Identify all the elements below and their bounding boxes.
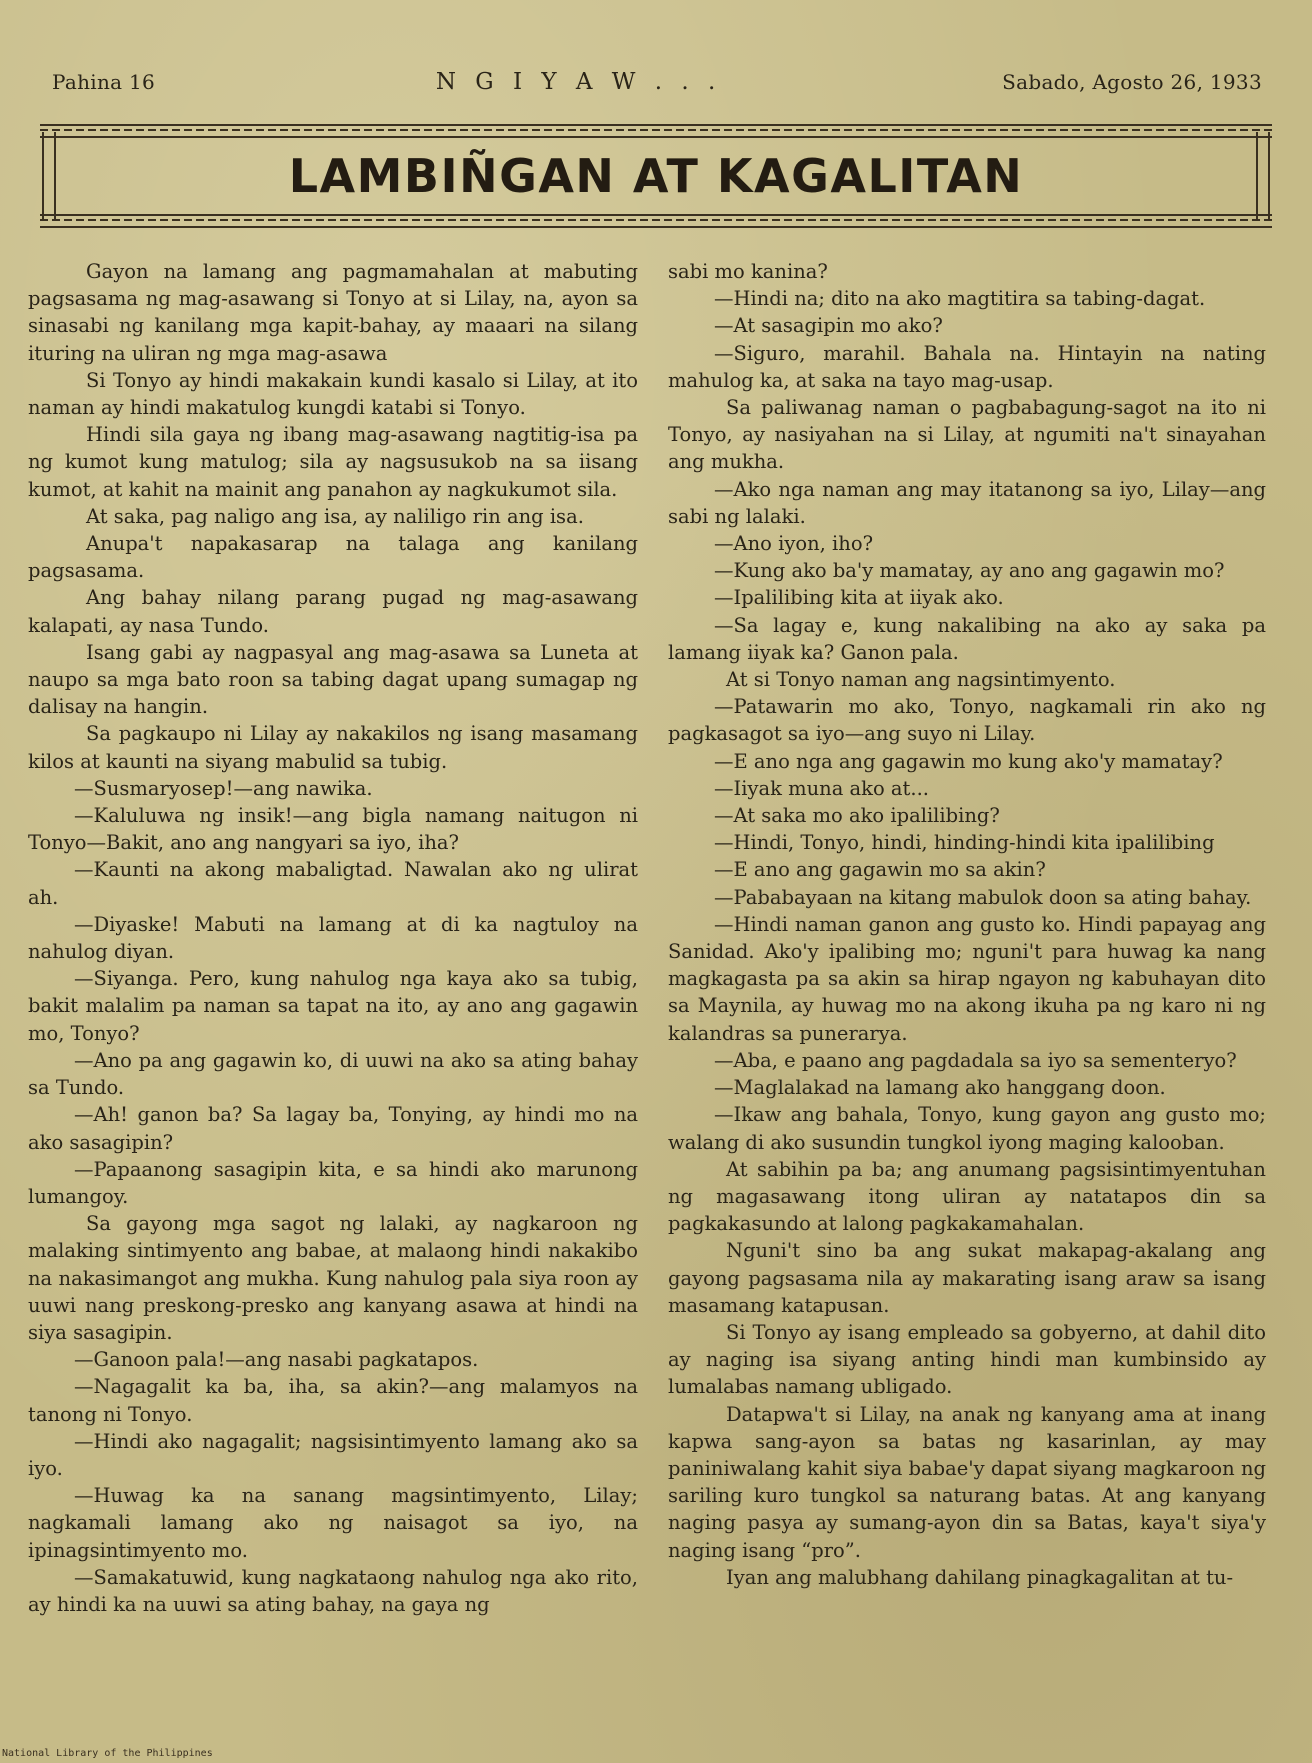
- paragraph: —Sa lagay e, kung nakalibing na ako ay saka pa lamang iiyak ka? Ganon pala.: [668, 613, 1266, 664]
- paragraph: —E ano nga ang gagawin mo kung ako'y mamatay?: [714, 749, 1223, 773]
- paragraph: sabi mo kanina?: [668, 260, 828, 283]
- banner-side-right: [1256, 132, 1270, 220]
- paragraph: —Nagagalit ka ba, iha, sa akin?—ang malamyos na tanong ni Tonyo.: [28, 1375, 638, 1426]
- paragraph: —Ikaw ang bahala, Tonyo, kung gayon ang gusto mo; walang di ako susundin tungkol iyong maging kalooban.: [668, 1103, 1266, 1154]
- issue-date: Sabado, Agosto 26, 1933: [1002, 70, 1262, 94]
- page-header: [52, 64, 1262, 100]
- paragraph: —Ako nga naman ang may itatanong sa iyo, Lilay—ang sabi ng lalaki.: [668, 477, 1266, 528]
- paragraph: —Siguro, marahil. Bahala na. Hintayin na nating mahulog ka, at saka na tayo mag-usap.: [668, 341, 1266, 392]
- right-column: [668, 258, 1266, 1591]
- paragraph: Nguni't sino ba ang sukat makapag-akalang ang gayong pagsasama nila ay makarating isang araw sa isang masamang katapusan.: [668, 1239, 1266, 1317]
- paragraph: —At saka mo ako ipalilibing?: [714, 804, 1000, 828]
- paragraph: —Huwag ka na sanang magsintimyento, Lilay; nagkamali lamang ako ng naisagot sa iyo, na ipinagsintimyento mo.: [28, 1484, 638, 1562]
- paragraph: —At sasagipin mo ako?: [714, 314, 943, 338]
- paragraph: Si Tonyo ay hindi makakain kundi kasalo si Lilay, at ito naman ay hindi makatulog kungdi katabi si Tonyo.: [28, 368, 638, 420]
- paragraph: Sa pagkaupo ni Lilay ay nakakilos ng isang masamang kilos at kaunti na siyang mabulid sa tubig.: [28, 722, 638, 773]
- paragraph: —Susmaryosep!—ang nawika.: [74, 776, 373, 800]
- article-title: LAMBIÑGAN AT KAGALITAN: [288, 149, 1024, 203]
- paragraph: —Samakatuwid, kung nagkataong nahulog nga ako rito, ay hindi ka na uuwi sa ating bahay, na gaya ng: [28, 1565, 638, 1616]
- paragraph: —Iiyak muna ako at...: [714, 776, 929, 800]
- paragraph: —Kung ako ba'y mamatay, ay ano ang gagawin mo?: [714, 559, 1225, 583]
- paragraph: At sabihin pa ba; ang anumang pagsisintimyentuhan ng magasawang itong uliran ay natatapos din sa pagkakasundo at lalong pagkakamahalan.: [668, 1157, 1266, 1236]
- paragraph: Iyan ang malubhang dahilang pinagkagalitan at tu-: [726, 1565, 1234, 1589]
- paragraph: Si Tonyo ay isang empleado sa gobyerno, at dahil dito ay naging isa siyang anting hindi man kumbinsido ay lumalabas namang ubligado.: [668, 1320, 1266, 1399]
- paragraph: —Ganoon pala!—ang nasabi pagkatapos.: [74, 1348, 479, 1372]
- paragraph: —Ipalilibing kita at iiyak ako.: [714, 586, 1004, 610]
- paragraph: —Ah! ganon ba? Sa lagay ba, Tonying, ay hindi mo na ako sasagipin?: [28, 1103, 638, 1154]
- paragraph: Isang gabi ay nagpasyal ang mag-asawa sa Luneta at naupo sa mga bato roon sa tabing dagat upang sumagap ng dalisay na hangin.: [28, 640, 638, 719]
- paragraph: —Ano iyon, iho?: [714, 532, 874, 556]
- page-number: Pahina 16: [52, 70, 156, 94]
- paragraph: —Pababayaan na kitang mabulok doon sa ating bahay.: [714, 885, 1252, 909]
- paragraph: —Diyaske! Mabuti na lamang at di ka nagtuloy na nahulog diyan.: [28, 912, 638, 964]
- paragraph: —Kaluluwa ng insik!—ang bigla namang naitugon ni Tonyo—Bakit, ano ang nangyari sa iyo, iha?: [28, 804, 638, 855]
- library-credit: National Library of the Philippines: [2, 1748, 213, 1759]
- paragraph: —Hindi ako nagagalit; nagsisintimyento lamang ako sa iyo.: [28, 1429, 638, 1480]
- paragraph: At si Tonyo naman ang nagsintimyento.: [726, 668, 1116, 692]
- paragraph: —Maglalakad na lamang ako hanggang doon.: [714, 1076, 1166, 1100]
- paragraph: —Hindi, Tonyo, hindi, hinding-hindi kita ipalilibing: [714, 831, 1215, 855]
- paragraph: —Kaunti na akong mabaligtad. Nawalan ako ng ulirat ah.: [28, 858, 638, 909]
- paragraph: —Siyanga. Pero, kung nahulog nga kaya ako sa tubig, bakit malalim pa naman sa tapat na ito, ay ano ang gagawin mo, Tonyo?: [28, 967, 638, 1045]
- title-banner: [40, 124, 1272, 228]
- paragraph: Sa paliwanag naman o pagbabagung-sagot na ito ni Tonyo, ay nasiyahan na si Lilay, at ngumiti na't sinayahan ang mukha.: [668, 396, 1266, 474]
- paragraph: Hindi sila gaya ng ibang mag-asawang nagtitig-isa pa ng kumot kung matulog; sila ay nagsusukob na sa iisang kumot, at kahit na mainit ang panahon ay nagkukumot sila.: [28, 423, 638, 501]
- left-column: [28, 258, 638, 1618]
- paragraph: Anupa't napakasarap na talaga ang kanilang pagsasama.: [28, 532, 638, 583]
- paragraph: At saka, pag naligo ang isa, ay naliligo rin ang isa.: [86, 504, 584, 528]
- paragraph: —Ano pa ang gagawin ko, di uuwi na ako sa ating bahay sa Tundo.: [28, 1048, 638, 1100]
- banner-rule-bottom: [40, 214, 1272, 228]
- masthead: N G I Y A W . . .: [435, 69, 722, 95]
- paragraph: —Papaanong sasagipin kita, e sa hindi ako marunong lumangoy.: [28, 1157, 638, 1208]
- paragraph: —Patawarin mo ako, Tonyo, nagkamali rin ako ng pagkasagot sa iyo—ang suyo ni Lilay.: [668, 695, 1266, 746]
- paragraph: Gayon na lamang ang pagmamahalan at mabuting pagsasama ng mag-asawang si Tonyo at si Lilay, na, ayon sa sinasabi ng kanilang mga kapit-bahay, ay maaari na silang ituring na uliran ng mga mag-asawa: [28, 260, 638, 365]
- paragraph: —Hindi na; dito na ako magtitira sa tabing-dagat.: [714, 287, 1206, 311]
- paragraph: —Hindi naman ganon ang gusto ko. Hindi papayag ang Sanidad. Ako'y ipalibing mo; nguni't para huwag ka nang magkagasta pa sa akin sa hirap ngayon ng kabuhayan dito sa Maynila, ay huwag mo na akong ikuha pa ng karo ni ng kalandras sa punerarya.: [668, 912, 1266, 1045]
- paragraph: Sa gayong mga sagot ng lalaki, ay nagkaroon ng malaking sintimyento ang babae, at malaong hindi nakakibo na nakasimangot ang mukha. Kung nahulog pala siya roon ay uuwi nang preskong-presko ang kanyang asawa at hindi na siya sasagipin.: [28, 1212, 638, 1344]
- paragraph: —Aba, e paano ang pagdadala sa iyo sa sementeryo?: [714, 1048, 1237, 1072]
- paragraph: Ang bahay nilang parang pugad ng mag-asawang kalapati, ay nasa Tundo.: [28, 586, 638, 637]
- paragraph: Datapwa't si Lilay, na anak ng kanyang ama at inang kapwa sang-ayon sa batas ng kasarinlan, ay may paniniwalang kahit siya babae'y dapat siyang magkaroon ng sariling kuro tungkol sa naturang batas. At ang kanyang naging pasya ay sumang-ayon din sa Batas, kaya't siya'y naging isang “pro”.: [668, 1402, 1266, 1562]
- paragraph: —E ano ang gagawin mo sa akin?: [714, 858, 1046, 882]
